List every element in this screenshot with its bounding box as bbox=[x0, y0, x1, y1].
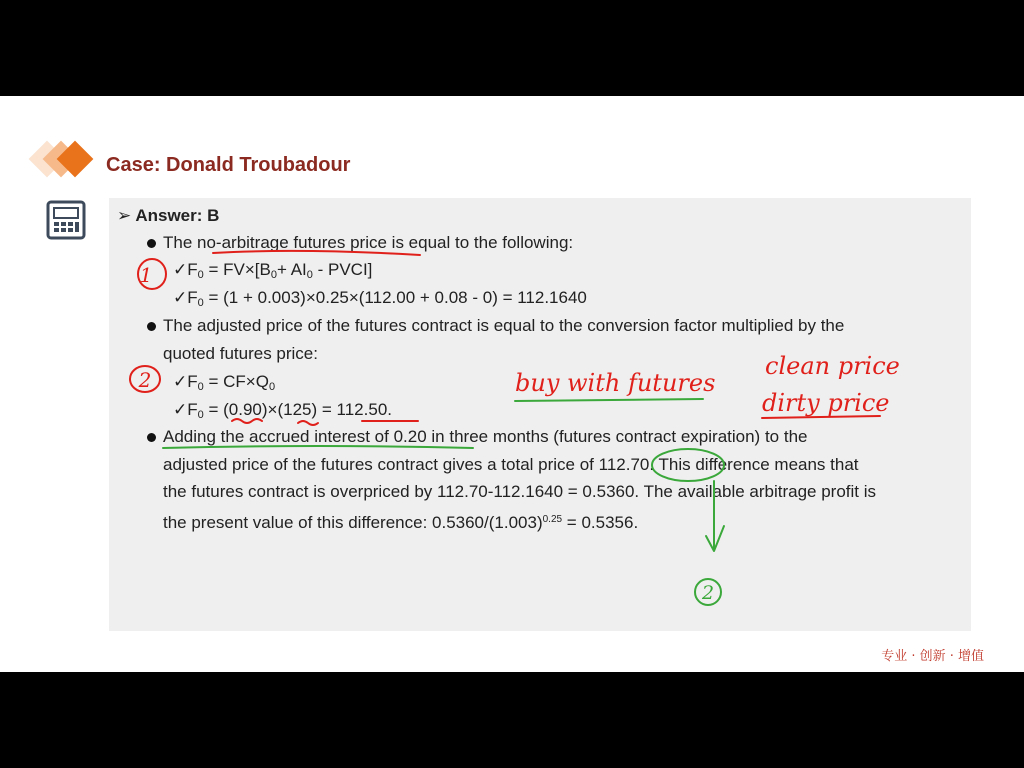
circle-1-label: 1 bbox=[139, 263, 153, 287]
bullet3-line4: the present value of this difference: $0.5360/(1.003)^{0.25} = 0.5356$. bbox=[163, 513, 639, 532]
formula-line-1: $✓F_0 = FV\times[B_0+ AI_0$ - PVCI] bbox=[173, 260, 373, 281]
check-icon: ✓ bbox=[173, 288, 188, 307]
note-dirty-price: dirty price bbox=[762, 389, 890, 417]
check-icon: ✓ bbox=[173, 400, 188, 419]
bullet3-line1: Adding the accrued interest of 0.20 in three months (futures contract expiration) to the bbox=[163, 427, 808, 446]
formula-line-2: $✓F_0 = (1 + 0.003)\times 0.25\times(112.00 + 0.08 - 0) = 112.1640$ bbox=[173, 288, 587, 309]
check-icon: ✓ bbox=[173, 372, 188, 391]
calculator-icon bbox=[46, 200, 86, 240]
bullet-dot bbox=[147, 433, 156, 442]
note-buy-with-futures: buy with futures bbox=[515, 369, 716, 397]
arrow-bullet-icon: ➢ bbox=[117, 206, 136, 225]
bullet2-line2: quoted futures price: bbox=[163, 344, 318, 363]
answer-line bbox=[117, 205, 219, 227]
check-icon: ✓ bbox=[173, 260, 188, 279]
bullet3-line3: the futures contract is overpriced by 112.70-112.1640 = 0.5360. The available arbitrage profit is bbox=[163, 482, 877, 501]
bullet2-line1: The adjusted price of the futures contract is equal to the conversion factor multiplied by the bbox=[163, 316, 845, 335]
logo-diamonds-icon bbox=[28, 136, 98, 186]
note-clean-price: clean price bbox=[765, 352, 900, 380]
formula-line-4: $✓F_0 = (0.90)\times(125) = 112.50$. bbox=[173, 400, 392, 421]
slide bbox=[0, 96, 1024, 672]
bullet1-text: The no-arbitrage futures price is equal to the following: bbox=[163, 233, 574, 252]
answer-label: Answer: B bbox=[135, 206, 220, 225]
circle-2-label: 2 bbox=[138, 368, 152, 392]
formula-line-3: $✓F_0 = CF\times Q_0$ bbox=[173, 372, 276, 393]
bullet-dot bbox=[147, 239, 156, 248]
slide-title: Case: Donald Troubadour bbox=[106, 154, 351, 176]
bullet-dot bbox=[147, 322, 156, 331]
green-circle-2-label: 2 bbox=[701, 582, 715, 604]
bullet3-line2: adjusted price of the futures contract gives a total price of 112.70. This difference means that bbox=[163, 455, 859, 474]
footer-slogan: 专业 · 创新 · 增值 bbox=[881, 649, 984, 664]
